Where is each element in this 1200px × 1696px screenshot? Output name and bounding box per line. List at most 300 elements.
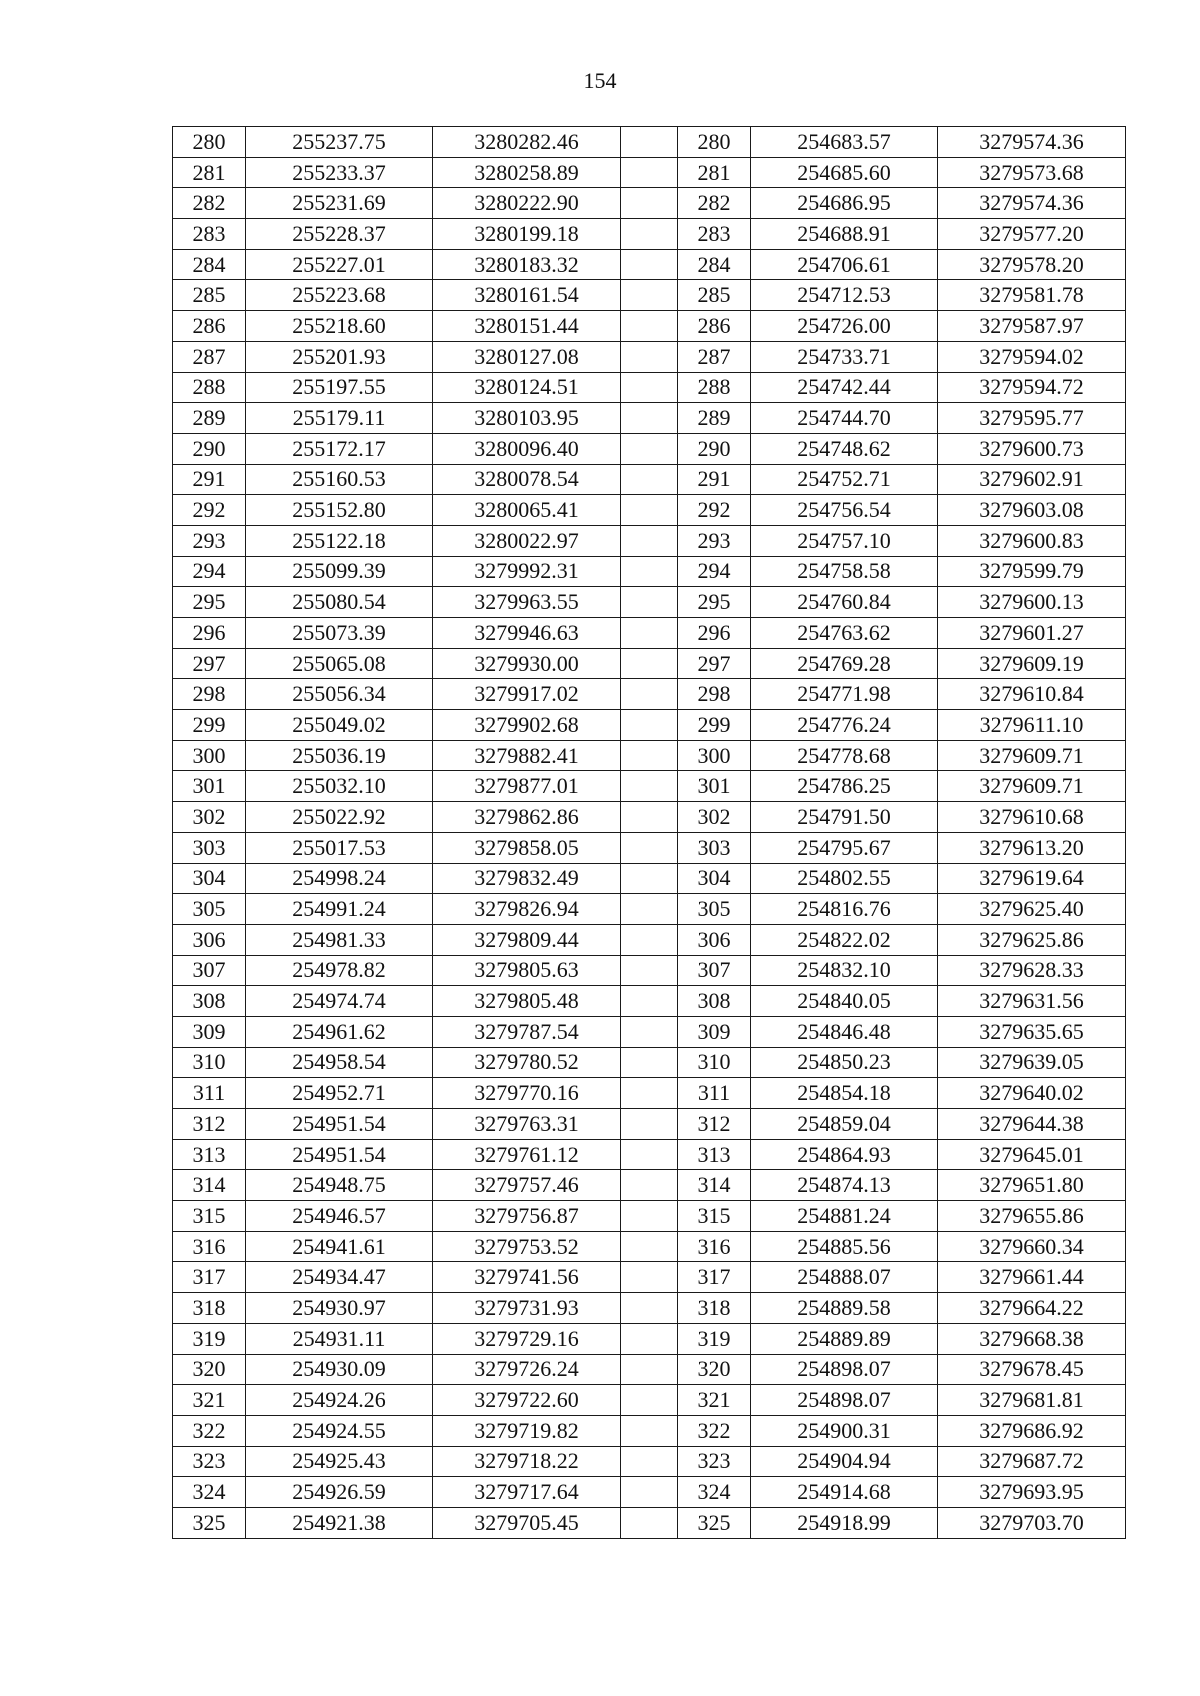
x-coordinate-left: 254924.26 bbox=[246, 1385, 433, 1416]
x-coordinate-left: 255065.08 bbox=[246, 648, 433, 679]
table-row bbox=[173, 341, 1126, 372]
spacer-cell bbox=[621, 863, 678, 894]
x-coordinate-right: 254832.10 bbox=[751, 955, 938, 986]
point-number-left: 294 bbox=[173, 556, 246, 587]
y-coordinate-left: 3279718.22 bbox=[433, 1446, 621, 1477]
x-coordinate-right: 254712.53 bbox=[751, 280, 938, 311]
point-number-left: 283 bbox=[173, 219, 246, 250]
y-coordinate-right: 3279655.86 bbox=[938, 1201, 1126, 1232]
y-coordinate-right: 3279693.95 bbox=[938, 1477, 1126, 1508]
y-coordinate-right: 3279574.36 bbox=[938, 127, 1126, 158]
table-row bbox=[173, 986, 1126, 1017]
spacer-cell bbox=[621, 1415, 678, 1446]
x-coordinate-left: 255022.92 bbox=[246, 802, 433, 833]
spacer-cell bbox=[621, 1323, 678, 1354]
x-coordinate-left: 254931.11 bbox=[246, 1323, 433, 1354]
table-row bbox=[173, 1477, 1126, 1508]
y-coordinate-left: 3279917.02 bbox=[433, 679, 621, 710]
table-row bbox=[173, 525, 1126, 556]
x-coordinate-left: 255228.37 bbox=[246, 219, 433, 250]
table-row bbox=[173, 618, 1126, 649]
point-number-right: 296 bbox=[678, 618, 751, 649]
y-coordinate-right: 3279619.64 bbox=[938, 863, 1126, 894]
x-coordinate-right: 254850.23 bbox=[751, 1047, 938, 1078]
table-row bbox=[173, 249, 1126, 280]
x-coordinate-left: 255099.39 bbox=[246, 556, 433, 587]
y-coordinate-left: 3279826.94 bbox=[433, 894, 621, 925]
spacer-cell bbox=[621, 249, 678, 280]
spacer-cell bbox=[621, 832, 678, 863]
point-number-left: 320 bbox=[173, 1354, 246, 1385]
y-coordinate-left: 3279862.86 bbox=[433, 802, 621, 833]
x-coordinate-left: 255080.54 bbox=[246, 587, 433, 618]
x-coordinate-left: 255237.75 bbox=[246, 127, 433, 158]
point-number-right: 322 bbox=[678, 1415, 751, 1446]
table-row bbox=[173, 495, 1126, 526]
x-coordinate-left: 255197.55 bbox=[246, 372, 433, 403]
table-row bbox=[173, 1446, 1126, 1477]
y-coordinate-left: 3280199.18 bbox=[433, 219, 621, 250]
x-coordinate-right: 254854.18 bbox=[751, 1078, 938, 1109]
table-row bbox=[173, 1293, 1126, 1324]
y-coordinate-left: 3280124.51 bbox=[433, 372, 621, 403]
x-coordinate-left: 255231.69 bbox=[246, 188, 433, 219]
point-number-right: 320 bbox=[678, 1354, 751, 1385]
x-coordinate-right: 254904.94 bbox=[751, 1446, 938, 1477]
x-coordinate-right: 254822.02 bbox=[751, 924, 938, 955]
spacer-cell bbox=[621, 648, 678, 679]
y-coordinate-left: 3280127.08 bbox=[433, 341, 621, 372]
table-row bbox=[173, 464, 1126, 495]
y-coordinate-left: 3279877.01 bbox=[433, 771, 621, 802]
table-row bbox=[173, 648, 1126, 679]
y-coordinate-right: 3279600.13 bbox=[938, 587, 1126, 618]
y-coordinate-left: 3280222.90 bbox=[433, 188, 621, 219]
table-row bbox=[173, 1201, 1126, 1232]
x-coordinate-left: 254978.82 bbox=[246, 955, 433, 986]
x-coordinate-left: 254961.62 bbox=[246, 1016, 433, 1047]
x-coordinate-right: 254889.89 bbox=[751, 1323, 938, 1354]
table-row bbox=[173, 1385, 1126, 1416]
x-coordinate-right: 254744.70 bbox=[751, 403, 938, 434]
spacer-cell bbox=[621, 1078, 678, 1109]
point-number-left: 280 bbox=[173, 127, 246, 158]
y-coordinate-right: 3279635.65 bbox=[938, 1016, 1126, 1047]
spacer-cell bbox=[621, 771, 678, 802]
point-number-right: 316 bbox=[678, 1231, 751, 1262]
point-number-left: 301 bbox=[173, 771, 246, 802]
spacer-cell bbox=[621, 618, 678, 649]
y-coordinate-left: 3280022.97 bbox=[433, 525, 621, 556]
point-number-right: 318 bbox=[678, 1293, 751, 1324]
y-coordinate-left: 3279963.55 bbox=[433, 587, 621, 618]
x-coordinate-left: 254958.54 bbox=[246, 1047, 433, 1078]
point-number-left: 305 bbox=[173, 894, 246, 925]
spacer-cell bbox=[621, 188, 678, 219]
point-number-left: 287 bbox=[173, 341, 246, 372]
point-number-right: 323 bbox=[678, 1446, 751, 1477]
y-coordinate-right: 3279609.71 bbox=[938, 740, 1126, 771]
y-coordinate-right: 3279645.01 bbox=[938, 1139, 1126, 1170]
point-number-right: 307 bbox=[678, 955, 751, 986]
x-coordinate-right: 254742.44 bbox=[751, 372, 938, 403]
page-number: 154 bbox=[583, 68, 617, 93]
point-number-right: 287 bbox=[678, 341, 751, 372]
point-number-right: 292 bbox=[678, 495, 751, 526]
point-number-right: 309 bbox=[678, 1016, 751, 1047]
x-coordinate-right: 254685.60 bbox=[751, 157, 938, 188]
y-coordinate-right: 3279628.33 bbox=[938, 955, 1126, 986]
point-number-left: 318 bbox=[173, 1293, 246, 1324]
x-coordinate-left: 254952.71 bbox=[246, 1078, 433, 1109]
point-number-right: 284 bbox=[678, 249, 751, 280]
coordinates-table bbox=[172, 126, 1126, 1539]
x-coordinate-right: 254889.58 bbox=[751, 1293, 938, 1324]
x-coordinate-left: 255017.53 bbox=[246, 832, 433, 863]
point-number-left: 295 bbox=[173, 587, 246, 618]
point-number-right: 324 bbox=[678, 1477, 751, 1508]
y-coordinate-right: 3279686.92 bbox=[938, 1415, 1126, 1446]
table-row bbox=[173, 372, 1126, 403]
x-coordinate-right: 254846.48 bbox=[751, 1016, 938, 1047]
point-number-right: 281 bbox=[678, 157, 751, 188]
x-coordinate-right: 254683.57 bbox=[751, 127, 938, 158]
point-number-left: 319 bbox=[173, 1323, 246, 1354]
point-number-right: 291 bbox=[678, 464, 751, 495]
y-coordinate-left: 3279930.00 bbox=[433, 648, 621, 679]
point-number-right: 294 bbox=[678, 556, 751, 587]
y-coordinate-left: 3279729.16 bbox=[433, 1323, 621, 1354]
point-number-right: 297 bbox=[678, 648, 751, 679]
spacer-cell bbox=[621, 341, 678, 372]
y-coordinate-right: 3279644.38 bbox=[938, 1109, 1126, 1140]
point-number-right: 301 bbox=[678, 771, 751, 802]
table-row bbox=[173, 127, 1126, 158]
y-coordinate-right: 3279609.71 bbox=[938, 771, 1126, 802]
table-row bbox=[173, 1047, 1126, 1078]
y-coordinate-left: 3280282.46 bbox=[433, 127, 621, 158]
table-row bbox=[173, 863, 1126, 894]
x-coordinate-right: 254898.07 bbox=[751, 1385, 938, 1416]
table-row bbox=[173, 955, 1126, 986]
y-coordinate-right: 3279640.02 bbox=[938, 1078, 1126, 1109]
x-coordinate-right: 254706.61 bbox=[751, 249, 938, 280]
point-number-right: 295 bbox=[678, 587, 751, 618]
point-number-left: 306 bbox=[173, 924, 246, 955]
point-number-left: 313 bbox=[173, 1139, 246, 1170]
y-coordinate-left: 3280078.54 bbox=[433, 464, 621, 495]
table-row bbox=[173, 280, 1126, 311]
spacer-cell bbox=[621, 1507, 678, 1538]
y-coordinate-left: 3279832.49 bbox=[433, 863, 621, 894]
point-number-right: 325 bbox=[678, 1507, 751, 1538]
table-row bbox=[173, 433, 1126, 464]
x-coordinate-left: 254981.33 bbox=[246, 924, 433, 955]
point-number-left: 281 bbox=[173, 157, 246, 188]
y-coordinate-right: 3279573.68 bbox=[938, 157, 1126, 188]
point-number-right: 317 bbox=[678, 1262, 751, 1293]
y-coordinate-left: 3279726.24 bbox=[433, 1354, 621, 1385]
x-coordinate-left: 254974.74 bbox=[246, 986, 433, 1017]
table-row bbox=[173, 556, 1126, 587]
x-coordinate-right: 254776.24 bbox=[751, 710, 938, 741]
y-coordinate-left: 3279756.87 bbox=[433, 1201, 621, 1232]
y-coordinate-right: 3279610.84 bbox=[938, 679, 1126, 710]
point-number-right: 290 bbox=[678, 433, 751, 464]
x-coordinate-left: 254934.47 bbox=[246, 1262, 433, 1293]
point-number-left: 289 bbox=[173, 403, 246, 434]
y-coordinate-right: 3279577.20 bbox=[938, 219, 1126, 250]
y-coordinate-right: 3279600.73 bbox=[938, 433, 1126, 464]
x-coordinate-right: 254900.31 bbox=[751, 1415, 938, 1446]
x-coordinate-left: 254951.54 bbox=[246, 1109, 433, 1140]
table-row bbox=[173, 1262, 1126, 1293]
table-row bbox=[173, 924, 1126, 955]
x-coordinate-left: 255152.80 bbox=[246, 495, 433, 526]
y-coordinate-right: 3279599.79 bbox=[938, 556, 1126, 587]
point-number-right: 321 bbox=[678, 1385, 751, 1416]
y-coordinate-left: 3280151.44 bbox=[433, 311, 621, 342]
point-number-left: 321 bbox=[173, 1385, 246, 1416]
y-coordinate-right: 3279687.72 bbox=[938, 1446, 1126, 1477]
table-row bbox=[173, 740, 1126, 771]
y-coordinate-left: 3279705.45 bbox=[433, 1507, 621, 1538]
spacer-cell bbox=[621, 525, 678, 556]
y-coordinate-left: 3279780.52 bbox=[433, 1047, 621, 1078]
table-row bbox=[173, 1354, 1126, 1385]
spacer-cell bbox=[621, 710, 678, 741]
y-coordinate-left: 3279805.48 bbox=[433, 986, 621, 1017]
point-number-left: 314 bbox=[173, 1170, 246, 1201]
x-coordinate-right: 254791.50 bbox=[751, 802, 938, 833]
point-number-right: 305 bbox=[678, 894, 751, 925]
spacer-cell bbox=[621, 740, 678, 771]
point-number-right: 304 bbox=[678, 863, 751, 894]
y-coordinate-right: 3279661.44 bbox=[938, 1262, 1126, 1293]
point-number-right: 310 bbox=[678, 1047, 751, 1078]
x-coordinate-right: 254795.67 bbox=[751, 832, 938, 863]
y-coordinate-right: 3279602.91 bbox=[938, 464, 1126, 495]
x-coordinate-right: 254748.62 bbox=[751, 433, 938, 464]
point-number-right: 285 bbox=[678, 280, 751, 311]
point-number-left: 310 bbox=[173, 1047, 246, 1078]
table-row bbox=[173, 1415, 1126, 1446]
spacer-cell bbox=[621, 1109, 678, 1140]
y-coordinate-left: 3279722.60 bbox=[433, 1385, 621, 1416]
table-row bbox=[173, 802, 1126, 833]
point-number-left: 293 bbox=[173, 525, 246, 556]
x-coordinate-right: 254769.28 bbox=[751, 648, 938, 679]
x-coordinate-left: 254951.54 bbox=[246, 1139, 433, 1170]
spacer-cell bbox=[621, 1231, 678, 1262]
point-number-left: 315 bbox=[173, 1201, 246, 1232]
y-coordinate-right: 3279574.36 bbox=[938, 188, 1126, 219]
table-row bbox=[173, 157, 1126, 188]
x-coordinate-left: 255160.53 bbox=[246, 464, 433, 495]
table-row bbox=[173, 1016, 1126, 1047]
spacer-cell bbox=[621, 1170, 678, 1201]
y-coordinate-right: 3279601.27 bbox=[938, 618, 1126, 649]
spacer-cell bbox=[621, 1201, 678, 1232]
spacer-cell bbox=[621, 556, 678, 587]
x-coordinate-right: 254760.84 bbox=[751, 587, 938, 618]
y-coordinate-right: 3279613.20 bbox=[938, 832, 1126, 863]
y-coordinate-left: 3280258.89 bbox=[433, 157, 621, 188]
table-row bbox=[173, 1323, 1126, 1354]
table-row bbox=[173, 188, 1126, 219]
x-coordinate-right: 254898.07 bbox=[751, 1354, 938, 1385]
spacer-cell bbox=[621, 1016, 678, 1047]
spacer-cell bbox=[621, 1385, 678, 1416]
y-coordinate-left: 3279809.44 bbox=[433, 924, 621, 955]
y-coordinate-left: 3279731.93 bbox=[433, 1293, 621, 1324]
y-coordinate-left: 3279787.54 bbox=[433, 1016, 621, 1047]
spacer-cell bbox=[621, 955, 678, 986]
y-coordinate-left: 3279902.68 bbox=[433, 710, 621, 741]
point-number-left: 300 bbox=[173, 740, 246, 771]
y-coordinate-right: 3279609.19 bbox=[938, 648, 1126, 679]
point-number-right: 308 bbox=[678, 986, 751, 1017]
y-coordinate-left: 3279757.46 bbox=[433, 1170, 621, 1201]
x-coordinate-right: 254840.05 bbox=[751, 986, 938, 1017]
x-coordinate-right: 254752.71 bbox=[751, 464, 938, 495]
point-number-left: 323 bbox=[173, 1446, 246, 1477]
y-coordinate-right: 3279578.20 bbox=[938, 249, 1126, 280]
x-coordinate-right: 254726.00 bbox=[751, 311, 938, 342]
spacer-cell bbox=[621, 924, 678, 955]
y-coordinate-left: 3279741.56 bbox=[433, 1262, 621, 1293]
x-coordinate-right: 254885.56 bbox=[751, 1231, 938, 1262]
table-row bbox=[173, 771, 1126, 802]
point-number-left: 324 bbox=[173, 1477, 246, 1508]
x-coordinate-right: 254757.10 bbox=[751, 525, 938, 556]
y-coordinate-right: 3279664.22 bbox=[938, 1293, 1126, 1324]
spacer-cell bbox=[621, 1446, 678, 1477]
spacer-cell bbox=[621, 1477, 678, 1508]
x-coordinate-right: 254881.24 bbox=[751, 1201, 938, 1232]
point-number-left: 286 bbox=[173, 311, 246, 342]
y-coordinate-right: 3279611.10 bbox=[938, 710, 1126, 741]
point-number-left: 290 bbox=[173, 433, 246, 464]
point-number-right: 280 bbox=[678, 127, 751, 158]
x-coordinate-left: 254925.43 bbox=[246, 1446, 433, 1477]
spacer-cell bbox=[621, 433, 678, 464]
coordinates-table-body bbox=[173, 127, 1126, 1539]
x-coordinate-left: 254930.09 bbox=[246, 1354, 433, 1385]
point-number-right: 300 bbox=[678, 740, 751, 771]
spacer-cell bbox=[621, 986, 678, 1017]
spacer-cell bbox=[621, 1293, 678, 1324]
x-coordinate-left: 254948.75 bbox=[246, 1170, 433, 1201]
y-coordinate-left: 3279770.16 bbox=[433, 1078, 621, 1109]
x-coordinate-left: 255179.11 bbox=[246, 403, 433, 434]
spacer-cell bbox=[621, 127, 678, 158]
point-number-right: 282 bbox=[678, 188, 751, 219]
point-number-left: 325 bbox=[173, 1507, 246, 1538]
point-number-left: 316 bbox=[173, 1231, 246, 1262]
x-coordinate-left: 254941.61 bbox=[246, 1231, 433, 1262]
spacer-cell bbox=[621, 464, 678, 495]
point-number-left: 322 bbox=[173, 1415, 246, 1446]
table-row bbox=[173, 1109, 1126, 1140]
y-coordinate-left: 3279992.31 bbox=[433, 556, 621, 587]
point-number-left: 285 bbox=[173, 280, 246, 311]
x-coordinate-left: 254998.24 bbox=[246, 863, 433, 894]
y-coordinate-left: 3279763.31 bbox=[433, 1109, 621, 1140]
spacer-cell bbox=[621, 1139, 678, 1170]
point-number-right: 302 bbox=[678, 802, 751, 833]
table-row bbox=[173, 403, 1126, 434]
spacer-cell bbox=[621, 219, 678, 250]
x-coordinate-right: 254914.68 bbox=[751, 1477, 938, 1508]
spacer-cell bbox=[621, 1354, 678, 1385]
table-row bbox=[173, 587, 1126, 618]
point-number-right: 289 bbox=[678, 403, 751, 434]
x-coordinate-right: 254918.99 bbox=[751, 1507, 938, 1538]
y-coordinate-right: 3279595.77 bbox=[938, 403, 1126, 434]
point-number-left: 307 bbox=[173, 955, 246, 986]
y-coordinate-right: 3279581.78 bbox=[938, 280, 1126, 311]
y-coordinate-left: 3280161.54 bbox=[433, 280, 621, 311]
y-coordinate-left: 3279753.52 bbox=[433, 1231, 621, 1262]
point-number-left: 292 bbox=[173, 495, 246, 526]
y-coordinate-left: 3280096.40 bbox=[433, 433, 621, 464]
y-coordinate-left: 3279761.12 bbox=[433, 1139, 621, 1170]
point-number-left: 317 bbox=[173, 1262, 246, 1293]
point-number-right: 299 bbox=[678, 710, 751, 741]
x-coordinate-left: 255223.68 bbox=[246, 280, 433, 311]
x-coordinate-left: 255049.02 bbox=[246, 710, 433, 741]
table-row bbox=[173, 679, 1126, 710]
y-coordinate-right: 3279587.97 bbox=[938, 311, 1126, 342]
x-coordinate-left: 254946.57 bbox=[246, 1201, 433, 1232]
y-coordinate-right: 3279639.05 bbox=[938, 1047, 1126, 1078]
spacer-cell bbox=[621, 1047, 678, 1078]
x-coordinate-left: 255172.17 bbox=[246, 433, 433, 464]
point-number-right: 319 bbox=[678, 1323, 751, 1354]
point-number-right: 288 bbox=[678, 372, 751, 403]
spacer-cell bbox=[621, 679, 678, 710]
y-coordinate-left: 3279946.63 bbox=[433, 618, 621, 649]
table-row bbox=[173, 1139, 1126, 1170]
x-coordinate-left: 255036.19 bbox=[246, 740, 433, 771]
y-coordinate-left: 3279805.63 bbox=[433, 955, 621, 986]
point-number-left: 304 bbox=[173, 863, 246, 894]
spacer-cell bbox=[621, 587, 678, 618]
x-coordinate-right: 254864.93 bbox=[751, 1139, 938, 1170]
point-number-left: 312 bbox=[173, 1109, 246, 1140]
spacer-cell bbox=[621, 311, 678, 342]
point-number-right: 314 bbox=[678, 1170, 751, 1201]
point-number-right: 306 bbox=[678, 924, 751, 955]
y-coordinate-left: 3279882.41 bbox=[433, 740, 621, 771]
point-number-left: 299 bbox=[173, 710, 246, 741]
x-coordinate-left: 255073.39 bbox=[246, 618, 433, 649]
x-coordinate-left: 254991.24 bbox=[246, 894, 433, 925]
y-coordinate-left: 3279719.82 bbox=[433, 1415, 621, 1446]
x-coordinate-right: 254771.98 bbox=[751, 679, 938, 710]
y-coordinate-right: 3279668.38 bbox=[938, 1323, 1126, 1354]
x-coordinate-right: 254874.13 bbox=[751, 1170, 938, 1201]
x-coordinate-left: 254921.38 bbox=[246, 1507, 433, 1538]
point-number-left: 288 bbox=[173, 372, 246, 403]
table-row bbox=[173, 219, 1126, 250]
y-coordinate-left: 3280183.32 bbox=[433, 249, 621, 280]
spacer-cell bbox=[621, 495, 678, 526]
x-coordinate-left: 254924.55 bbox=[246, 1415, 433, 1446]
x-coordinate-left: 255122.18 bbox=[246, 525, 433, 556]
y-coordinate-right: 3279660.34 bbox=[938, 1231, 1126, 1262]
